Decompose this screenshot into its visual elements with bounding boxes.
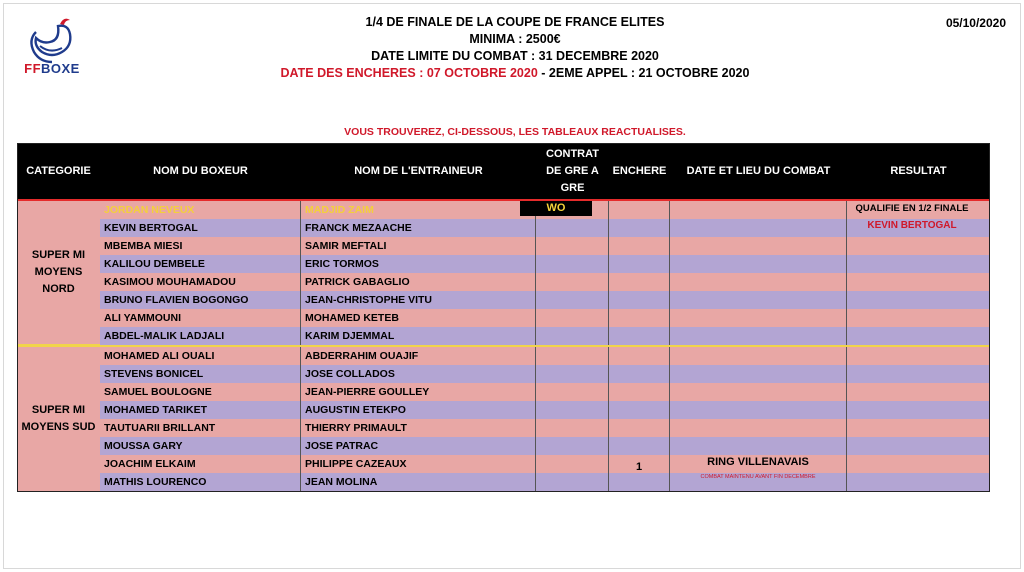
empty-cell: [536, 437, 608, 455]
column-divider: [669, 219, 670, 237]
boxer-name: JORDAN NEVEUX: [104, 204, 195, 216]
empty-cell: [536, 219, 608, 237]
boxer-name: ABDEL-MALIK LADJALI: [104, 330, 225, 342]
table-row: [100, 437, 990, 455]
empty-cell: [847, 419, 990, 437]
coach-name: THIERRY PRIMAULT: [305, 422, 407, 434]
column-divider: [535, 255, 536, 273]
column-divider: [608, 437, 609, 455]
empty-cell: [847, 255, 990, 273]
minima-line: MINIMA : 2500€: [469, 32, 561, 46]
empty-cell: [609, 327, 669, 345]
empty-cell: [847, 383, 990, 401]
column-divider: [300, 347, 301, 365]
boxer-name: MOHAMED TARIKET: [104, 404, 208, 416]
col-boxeur: NOM DU BOXEUR: [153, 164, 248, 177]
boxer-name: KEVIN BERTOGAL: [104, 222, 198, 234]
empty-cell: [670, 437, 846, 455]
coach-name: PATRICK GABAGLIO: [305, 276, 410, 288]
table-row: [100, 401, 990, 419]
column-divider: [669, 383, 670, 401]
col-resultat: RESULTAT: [890, 164, 947, 177]
column-divider: [669, 365, 670, 383]
column-divider: [846, 455, 847, 473]
table-row: [100, 419, 990, 437]
empty-cell: [670, 273, 846, 291]
empty-cell: [670, 237, 846, 255]
column-divider: [846, 273, 847, 291]
col-date-lieu: DATE ET LIEU DU COMBAT: [686, 164, 831, 177]
column-divider: [846, 437, 847, 455]
col-categorie: CATEGORIE: [26, 164, 91, 177]
column-divider: [608, 309, 609, 327]
empty-cell: [847, 455, 990, 473]
coach-name: JOSE COLLADOS: [305, 368, 395, 380]
column-divider: [669, 255, 670, 273]
empty-cell: [609, 383, 669, 401]
column-divider: [300, 419, 301, 437]
empty-cell: [609, 201, 669, 219]
coach-name: JEAN MOLINA: [305, 476, 378, 488]
category-nord-line2: MOYENS: [34, 266, 83, 278]
contrat-wo-badge: WO: [520, 201, 592, 216]
column-divider: [535, 419, 536, 437]
coach-name: AUGUSTIN ETEKPO: [305, 404, 406, 416]
empty-cell: [536, 401, 608, 419]
table-row: [100, 365, 990, 383]
column-divider: [846, 419, 847, 437]
empty-cell: [536, 347, 608, 365]
fight-venue-note: COMBAT MAINTENU AVANT FIN DECEMBRE: [700, 474, 816, 480]
column-divider: [300, 291, 301, 309]
column-divider: [846, 309, 847, 327]
empty-cell: [670, 201, 846, 219]
coach-name: ERIC TORMOS: [305, 258, 379, 270]
column-divider: [535, 327, 536, 345]
column-divider: [535, 219, 536, 237]
col-contrat-line3: GRE: [560, 181, 585, 194]
empty-cell: [609, 401, 669, 419]
empty-cell: [609, 347, 669, 365]
empty-cell: [536, 237, 608, 255]
empty-cell: [670, 219, 846, 237]
column-divider: [608, 327, 609, 345]
column-divider: [846, 201, 847, 219]
empty-cell: [847, 473, 990, 491]
empty-cell: [536, 419, 608, 437]
boxer-name: KALILOU DEMBELE: [104, 258, 205, 270]
column-divider: [535, 291, 536, 309]
column-divider: [608, 273, 609, 291]
enchere-value: 1: [635, 461, 643, 473]
column-divider: [608, 255, 609, 273]
column-divider: [608, 201, 609, 219]
column-divider: [535, 273, 536, 291]
page-title: 1/4 DE FINALE DE LA COUPE DE FRANCE ELITES: [365, 15, 665, 29]
column-divider: [608, 347, 609, 365]
category-nord-line3: NORD: [42, 283, 75, 295]
boxer-name: MOHAMED ALI OUALI: [104, 350, 215, 362]
column-divider: [300, 327, 301, 345]
column-divider: [535, 401, 536, 419]
empty-cell: [609, 237, 669, 255]
empty-cell: [536, 365, 608, 383]
empty-cell: [847, 365, 990, 383]
column-divider: [300, 309, 301, 327]
empty-cell: [670, 309, 846, 327]
auction-line: [200, 65, 830, 82]
empty-cell: [536, 255, 608, 273]
empty-cell: [609, 365, 669, 383]
column-divider: [846, 255, 847, 273]
empty-cell: [847, 273, 990, 291]
table-row: [100, 255, 990, 273]
column-divider: [300, 273, 301, 291]
column-divider: [669, 291, 670, 309]
category-sud-line1: SUPER MI: [31, 404, 86, 416]
column-divider: [535, 437, 536, 455]
column-divider: [669, 201, 670, 219]
column-divider: [300, 473, 301, 491]
column-divider: [535, 365, 536, 383]
boxer-name: ALI YAMMOUNI: [104, 312, 182, 324]
column-divider: [846, 237, 847, 255]
empty-cell: [670, 401, 846, 419]
coach-name: FRANCK MEZAACHE: [305, 222, 412, 234]
empty-cell: [670, 347, 846, 365]
empty-cell: [847, 401, 990, 419]
column-divider: [300, 383, 301, 401]
empty-cell: [536, 383, 608, 401]
empty-cell: [609, 437, 669, 455]
empty-cell: [536, 473, 608, 491]
column-divider: [846, 291, 847, 309]
column-divider: [300, 237, 301, 255]
column-divider: [846, 401, 847, 419]
column-divider: [669, 309, 670, 327]
column-divider: [669, 327, 670, 345]
boxer-name: KASIMOU MOUHAMADOU: [104, 276, 236, 288]
column-divider: [846, 219, 847, 237]
column-divider: [608, 383, 609, 401]
col-contrat-line2: DE GRE A: [546, 164, 599, 177]
table-row: [100, 291, 990, 309]
fight-venue: RING VILLENAVAIS: [707, 456, 809, 468]
table-row: [100, 455, 990, 473]
category-sud: [17, 347, 100, 491]
boxer-name: MATHIS LOURENCO: [104, 476, 207, 488]
coach-name: JEAN-CHRISTOPHE VITU: [305, 294, 432, 306]
logo-text: FFBOXE: [24, 61, 80, 76]
empty-cell: [609, 473, 669, 491]
column-divider: [300, 437, 301, 455]
deadline-line: DATE LIMITE DU COMBAT : 31 DECEMBRE 2020: [371, 49, 659, 63]
column-divider: [608, 291, 609, 309]
empty-cell: [609, 419, 669, 437]
empty-cell: [670, 383, 846, 401]
table-row: [100, 473, 990, 491]
coach-name: MADJID ZAIM: [305, 204, 374, 216]
result-winner: KEVIN BERTOGAL: [867, 220, 957, 231]
empty-cell: [609, 255, 669, 273]
col-enchere: ENCHERE: [612, 164, 667, 177]
coach-name: SAMIR MEFTALI: [305, 240, 387, 252]
document-date: 05/10/2020: [945, 16, 1006, 30]
category-sud-line2: MOYENS SUD: [21, 421, 96, 433]
boxer-name: BRUNO FLAVIEN BOGONGO: [104, 294, 249, 306]
table-row: [100, 309, 990, 327]
table-header: [17, 143, 990, 199]
empty-cell: [670, 327, 846, 345]
coach-name: JOSE PATRAC: [305, 440, 379, 452]
empty-cell: [609, 273, 669, 291]
column-divider: [535, 347, 536, 365]
column-divider: [846, 473, 847, 491]
empty-cell: [536, 291, 608, 309]
empty-cell: [847, 437, 990, 455]
column-divider: [300, 201, 301, 219]
empty-cell: [847, 309, 990, 327]
empty-cell: [609, 309, 669, 327]
coach-name: KARIM DJEMMAL: [305, 330, 395, 342]
table-row: [100, 347, 990, 365]
empty-cell: [609, 219, 669, 237]
table-row: [100, 237, 990, 255]
auction-date: DATE DES ENCHERES : 07 OCTOBRE 2020: [280, 66, 538, 80]
empty-cell: [609, 291, 669, 309]
column-divider: [300, 255, 301, 273]
category-nord: [17, 201, 100, 344]
empty-cell: [536, 455, 608, 473]
empty-cell: [847, 347, 990, 365]
empty-cell: [670, 419, 846, 437]
empty-cell: [670, 365, 846, 383]
column-divider: [608, 365, 609, 383]
column-divider: [846, 347, 847, 365]
empty-cell: [536, 327, 608, 345]
coach-name: MOHAMED KETEB: [305, 312, 399, 324]
boxer-name: MBEMBA MIESI: [104, 240, 183, 252]
col-contrat-line1: CONTRAT: [546, 147, 599, 160]
column-divider: [669, 419, 670, 437]
column-divider: [535, 237, 536, 255]
column-divider: [535, 455, 536, 473]
boxer-name: SAMUEL BOULOGNE: [104, 386, 212, 398]
empty-cell: [670, 291, 846, 309]
column-divider: [669, 237, 670, 255]
category-nord-line1: SUPER MI: [31, 249, 86, 261]
column-divider: [608, 237, 609, 255]
update-note: VOUS TROUVEREZ, CI-DESSOUS, LES TABLEAUX REACTUALISES.: [344, 126, 686, 138]
empty-cell: [536, 273, 608, 291]
col-contrat: [536, 143, 609, 199]
column-divider: [608, 401, 609, 419]
column-divider: [300, 219, 301, 237]
column-divider: [846, 327, 847, 345]
column-divider: [300, 455, 301, 473]
table-row: [100, 383, 990, 401]
coach-name: PHILIPPE CAZEAUX: [305, 458, 407, 470]
column-divider: [846, 365, 847, 383]
column-divider: [300, 365, 301, 383]
empty-cell: [847, 291, 990, 309]
column-divider: [608, 219, 609, 237]
col-entraineur: NOM DE L'ENTRAINEUR: [354, 164, 483, 177]
table-row: [100, 273, 990, 291]
empty-cell: [670, 255, 846, 273]
column-divider: [300, 401, 301, 419]
boxer-name: MOUSSA GARY: [104, 440, 183, 452]
boxer-name: TAUTUARII BRILLANT: [104, 422, 216, 434]
second-call: - 2EME APPEL : 21 OCTOBRE 2020: [541, 66, 750, 80]
boxer-name: STEVENS BONICEL: [104, 368, 204, 380]
column-divider: [608, 419, 609, 437]
coach-name: ABDERRAHIM OUAJIF: [305, 350, 419, 362]
column-divider: [846, 383, 847, 401]
table-row: [100, 327, 990, 345]
column-divider: [669, 437, 670, 455]
coach-name: JEAN-PIERRE GOULLEY: [305, 386, 430, 398]
empty-cell: [847, 237, 990, 255]
column-divider: [535, 309, 536, 327]
empty-cell: [536, 309, 608, 327]
boxer-name: JOACHIM ELKAIM: [104, 458, 196, 470]
empty-cell: [847, 327, 990, 345]
column-divider: [608, 473, 609, 491]
column-divider: [669, 347, 670, 365]
result-qualified: QUALIFIE EN 1/2 FINALE: [855, 203, 969, 214]
column-divider: [535, 473, 536, 491]
column-divider: [669, 273, 670, 291]
column-divider: [669, 401, 670, 419]
column-divider: [535, 383, 536, 401]
